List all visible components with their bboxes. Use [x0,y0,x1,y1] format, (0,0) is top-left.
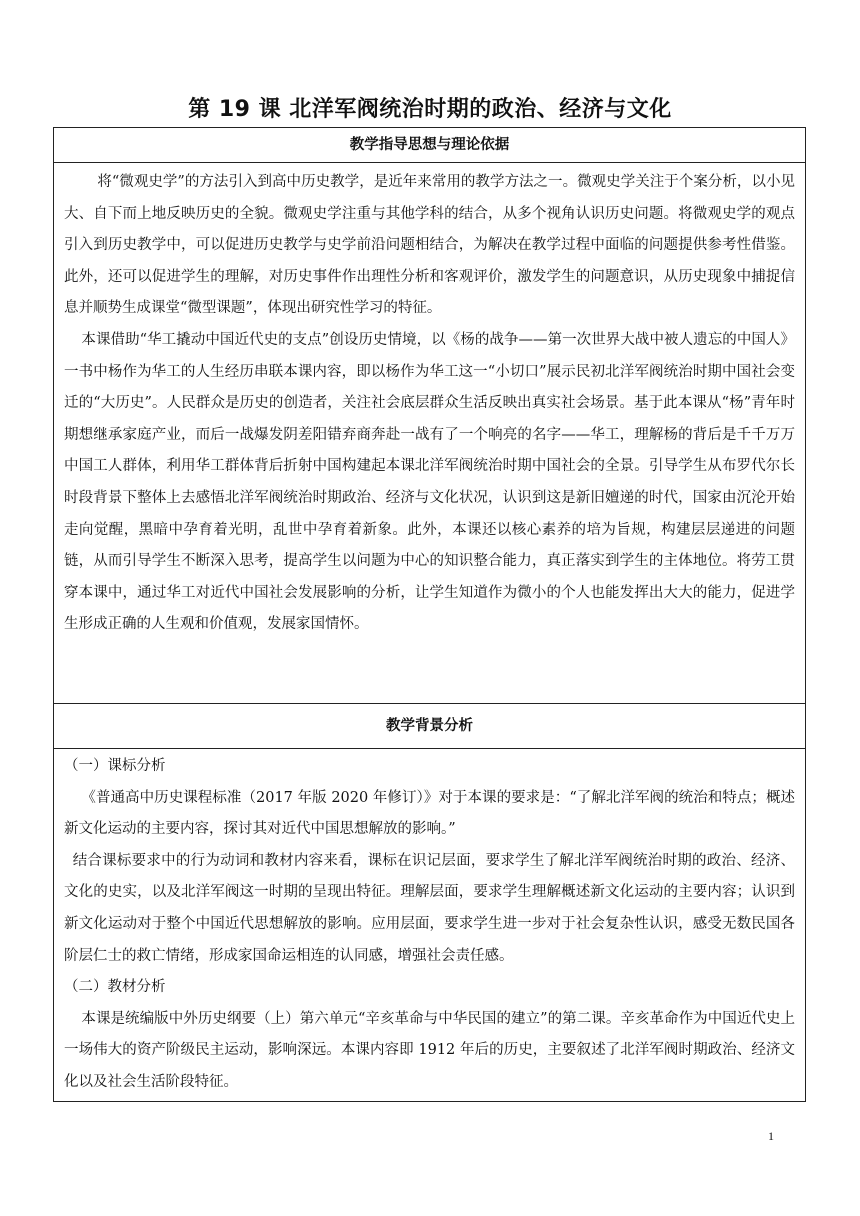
subheading-curriculum-standard: （一）课标分析 [64,758,166,774]
section-heading-background: 教学背景分析 [54,704,805,749]
section-body-background [54,749,805,1101]
paragraph: 《普通高中历史课程标准（2017 年版 2020 年修订）》对于本课的要求是：“了解北洋军阀的统治和特点；概述新文化运动的主要内容，探讨其对近代中国思想解放的影响。” [64,789,795,838]
subheading-textbook-analysis: （二）教材分析 [64,979,166,996]
paragraph: 本课是统编版中外历史纲要（上）第六单元“辛亥革命与中华民国的建立”的第二课。辛亥革命作为中国近代史上一场伟大的资产阶级民主运动，影响深远。本课内容即 1912 年后的历史，主要叙述了北洋军阀时期政治、经济文化以及社会生活阶段特征。 [64,1010,795,1090]
section-heading-guiding-thought: 教学指导思想与理论依据 [54,128,805,163]
document-title: 第 19 课 北洋军阀统治时期的政治、经济与文化 [188,97,672,122]
page-number: 1 [768,1129,774,1143]
paragraph: 将“微观史学”的方法引入到高中历史教学，是近年来常用的教学方法之一。微观史学关注于个案分析，以小见大、自下而上地反映历史的全貌。微观史学注重与其他学科的结合，从多个视角认识历史问题。将微观史学的观点引入到历史教学中，可以促进历史教学与史学前沿问题相结合，为解决在教学过程中面临的问题提供参考性借鉴。此外，还可以促进学生的理解，对历史事件作出理性分析和客观评价，激发学生的问题意识，从历史现象中捕捉信息并顺势生成课堂“微型课题”，体现出研究性学习的特征。 [64,174,795,317]
lesson-plan-table [53,127,806,1102]
paragraph: 本课借助“华工撬动中国近代史的支点”创设历史情境，以《杨的战争——第一次世界大战中被人遗忘的中国人》一书中杨作为华工的人生经历串联本课内容，即以杨作为华工这一“小切口”展示民初北洋军阀统治时期中国社会变迁的“大历史”。人民群众是历史的创造者，关注社会底层群众生活反映出真实社会场景。基于此本课从“杨”青年时期想继承家庭产业，而后一战爆发阴差阳错弃商奔赴一战有了一个响亮的名字——华工，理解杨的背后是千千万万中国工人群体，利用华工群体背后折射中国构建起本课北洋军阀统治时期中国社会的全景。引导学生从布罗代尔长时段背景下整体上去感悟北洋军阀统治时期政治、经济与文化状况，认识到这是新旧嬗递的时代，国家由沉沦开始走向觉醒，黑暗中孕育着光明，乱世中孕育着新象。此外，本课还以核心素养的培为旨规，构建层层递进的问题链，从而引导学生不断深入思考，提高学生以问题为中心的知识整合能力，真正落实到学生的主体地位。将劳工贯穿本课中，通过华工对近代中国社会发展影响的分析，让学生知道作为微小的个人也能发挥出大大的能力，促进学生形成正确的人生观和价值观，发展家国情怀。 [64,331,795,633]
paragraph: 结合课标要求中的行为动词和教材内容来看，课标在识记层面，要求学生了解北洋军阀统治时期的政治、经济、文化的史实，以及北洋军阀这一时期的呈现出特征。理解层面，要求学生理解概述新文化运动的主要内容；认识到新文化运动对于整个中国近代思想解放的影响。应用层面，要求学生进一步对于社会复杂性认识，感受无数民国各阶层仁士的救亡情绪，形成家国命运相连的认同感，增强社会责任感。 [64,852,795,964]
section-body-guiding-thought [54,163,805,704]
